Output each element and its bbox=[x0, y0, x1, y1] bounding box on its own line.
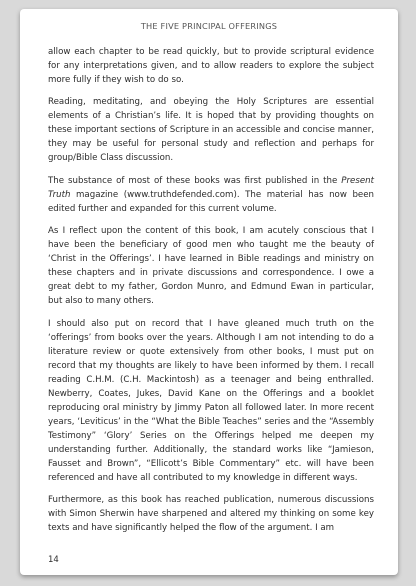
paragraph bbox=[48, 317, 374, 485]
text-span: As I reflect upon the content of this book, I am acutely conscious that I have been the beneficiary of good men who taught me the beauty of ‘Christ in the Offerings’. I have learned in Bible readings and ministry on these chapters and in private discussions and correspondence. I owe a great debt to my father, Gordon Munro, and Edmund Ewan in particular, but also to many others. bbox=[48, 226, 374, 307]
paragraph bbox=[48, 45, 374, 87]
italic-title: Present Truth bbox=[48, 175, 374, 200]
paragraph bbox=[48, 493, 374, 535]
text-span: allow each chapter to be read quickly, but to provide scriptural evidence for any interpretations given, and to allow readers to explore the subject more fully if they wish to do so. bbox=[48, 47, 374, 85]
book-page bbox=[20, 9, 398, 575]
page-number: 14 bbox=[48, 555, 59, 565]
text-span: The substance of most of these books was first published in the bbox=[48, 175, 342, 186]
body-text bbox=[48, 45, 374, 543]
paragraph bbox=[48, 224, 374, 308]
text-span: I should also put on record that I have gleaned much truth on the ‘offerings’ from books over the years. Although I am not intending to do a literature review or quote extensively from other books, I must put on record that my thoughts are likely to have been informed by them. I recall reading C.H.M. (C.H. Mackintosh) as a teenager and being enthralled. Newberry, Coates, Jukes, David Kane on the Offerings and a booklet reproducing oral ministry by Jimmy Paton all followed later. In more recent years, ‘Leviticus’ in the “What the Bible Teaches” series and the “Assembly Testimony” ‘Glory’ Series on the Offerings helped me deepen my understanding further. Additionally, the standard works like “Jamieson, Fausset and Brown”, “Ellicott’s Bible Commentary” etc. will have been referenced and have all contributed to my knowledge in different ways. bbox=[48, 318, 374, 483]
paragraph bbox=[48, 95, 374, 165]
paragraph bbox=[48, 174, 374, 216]
text-span: magazine (www.truthdefended.com). The material has now been edited further and expanded for this current volume. bbox=[48, 189, 374, 214]
text-span: Reading, meditating, and obeying the Holy Scriptures are essential elements of a Christian’s life. It is hoped that by providing thoughts on these important sections of Scripture in an accessible and concise manner, they may be useful for personal study and reflection and perhaps for group/Bible Class discussion. bbox=[48, 97, 374, 164]
text-span: Furthermore, as this book has reached publication, numerous discussions with Simon Sherwin have sharpened and altered my thinking on some key texts and have significantly helped the flow of the argument. I am bbox=[48, 494, 374, 533]
running-head: THE FIVE PRINCIPAL OFFERINGS bbox=[140, 21, 278, 31]
